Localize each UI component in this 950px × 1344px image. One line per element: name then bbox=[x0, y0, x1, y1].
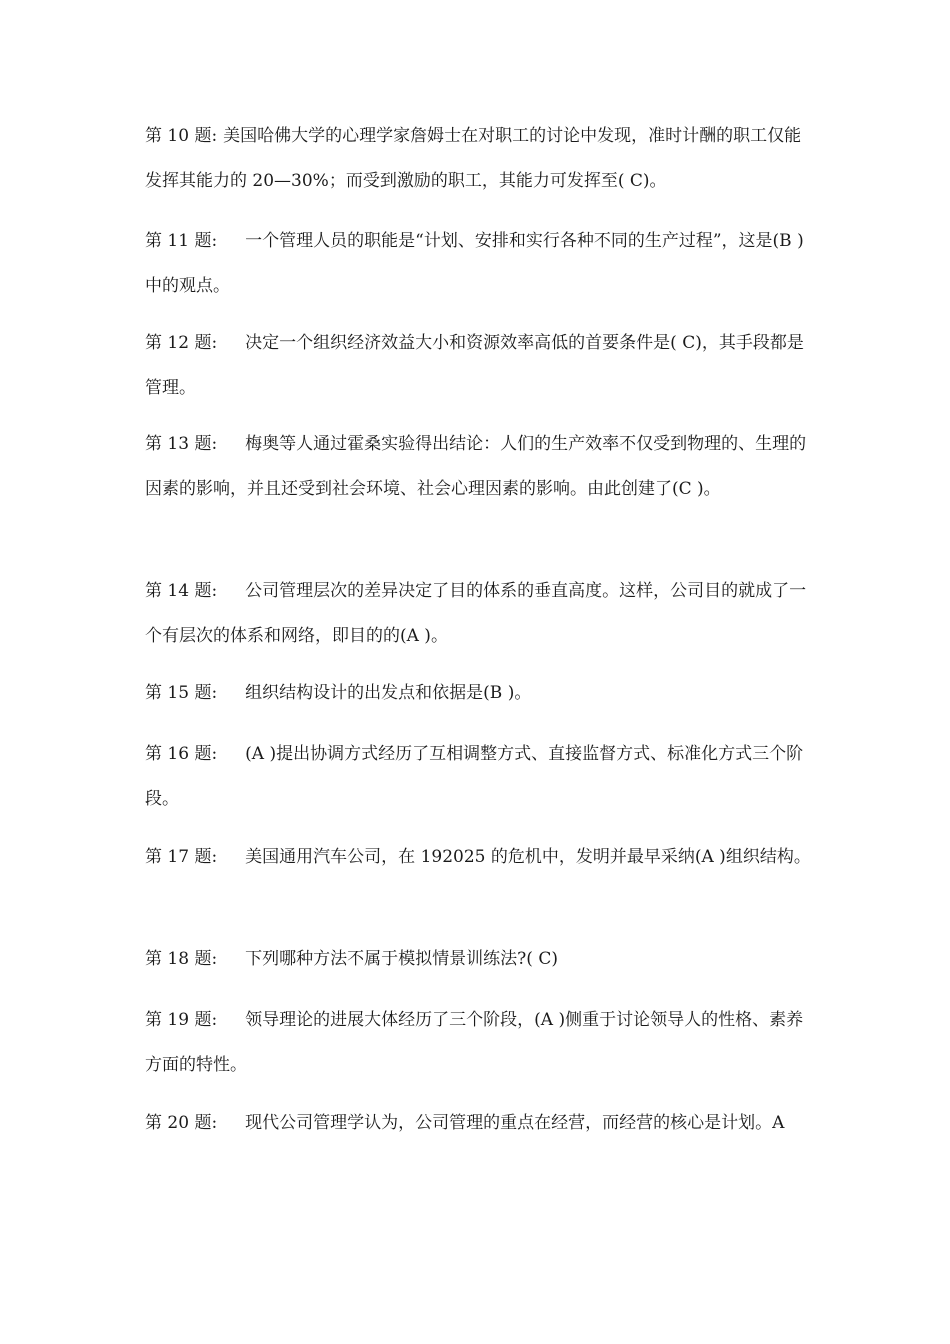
question-20 bbox=[145, 1101, 817, 1146]
question-17 bbox=[145, 835, 817, 880]
question-14 bbox=[145, 569, 817, 659]
question-18 bbox=[145, 937, 817, 982]
question-text: 下列哪种方法不属于模拟情景训练法?( C) bbox=[245, 949, 558, 969]
question-11 bbox=[145, 219, 817, 309]
question-text: 组织结构设计的出发点和依据是(B )。 bbox=[245, 683, 532, 703]
question-10 bbox=[145, 114, 817, 204]
question-text: 梅奥等人通过霍桑实验得出结论：人们的生产效率不仅受到物理的、生理的因素的影响，并且还受到社会环境、社会心理因素的影响。由此创建了(C )。 bbox=[145, 434, 807, 499]
question-text: 现代公司管理学认为，公司管理的重点在经营，而经营的核心是计划。A bbox=[245, 1113, 785, 1133]
question-label: 第 17 题: bbox=[145, 847, 218, 867]
question-label: 第 10 题: bbox=[145, 126, 218, 146]
question-label: 第 12 题: bbox=[145, 333, 218, 353]
question-label: 第 20 题: bbox=[145, 1113, 218, 1133]
question-text: 美国哈佛大学的心理学家詹姆士在对职工的讨论中发现，准时计酬的职工仅能发挥其能力的 20—30%；而受到激励的职工，其能力可发挥至( C)。 bbox=[145, 126, 802, 191]
question-label: 第 13 题: bbox=[145, 434, 218, 454]
question-text: 领导理论的进展大体经历了三个阶段，(A )侧重于讨论领导人的性格、素养方面的特性。 bbox=[145, 1010, 804, 1075]
question-label: 第 16 题: bbox=[145, 744, 218, 764]
question-12 bbox=[145, 321, 817, 411]
question-label: 第 14 题: bbox=[145, 581, 218, 601]
question-13 bbox=[145, 422, 817, 512]
question-text: 一个管理人员的职能是“计划、安排和实行各种不同的生产过程”，这是(B )中的观点。 bbox=[145, 231, 804, 296]
question-text: 决定一个组织经济效益大小和资源效率高低的首要条件是( C)，其手段都是管理。 bbox=[145, 333, 804, 398]
question-19 bbox=[145, 998, 817, 1088]
question-16 bbox=[145, 732, 817, 822]
question-text: 美国通用汽车公司，在 192025 的危机中，发明并最早采纳(A )组织结构。 bbox=[245, 847, 811, 867]
question-text: 公司管理层次的差异决定了目的体系的垂直高度。这样，公司目的就成了一个有层次的体系和网络，即目的的(A )。 bbox=[145, 581, 807, 646]
question-label: 第 15 题: bbox=[145, 683, 218, 703]
question-label: 第 18 题: bbox=[145, 949, 218, 969]
question-label: 第 19 题: bbox=[145, 1010, 218, 1030]
question-label: 第 11 题: bbox=[145, 231, 218, 251]
question-15 bbox=[145, 671, 817, 716]
question-text: (A )提出协调方式经历了互相调整方式、直接监督方式、标准化方式三个阶段。 bbox=[145, 744, 804, 809]
